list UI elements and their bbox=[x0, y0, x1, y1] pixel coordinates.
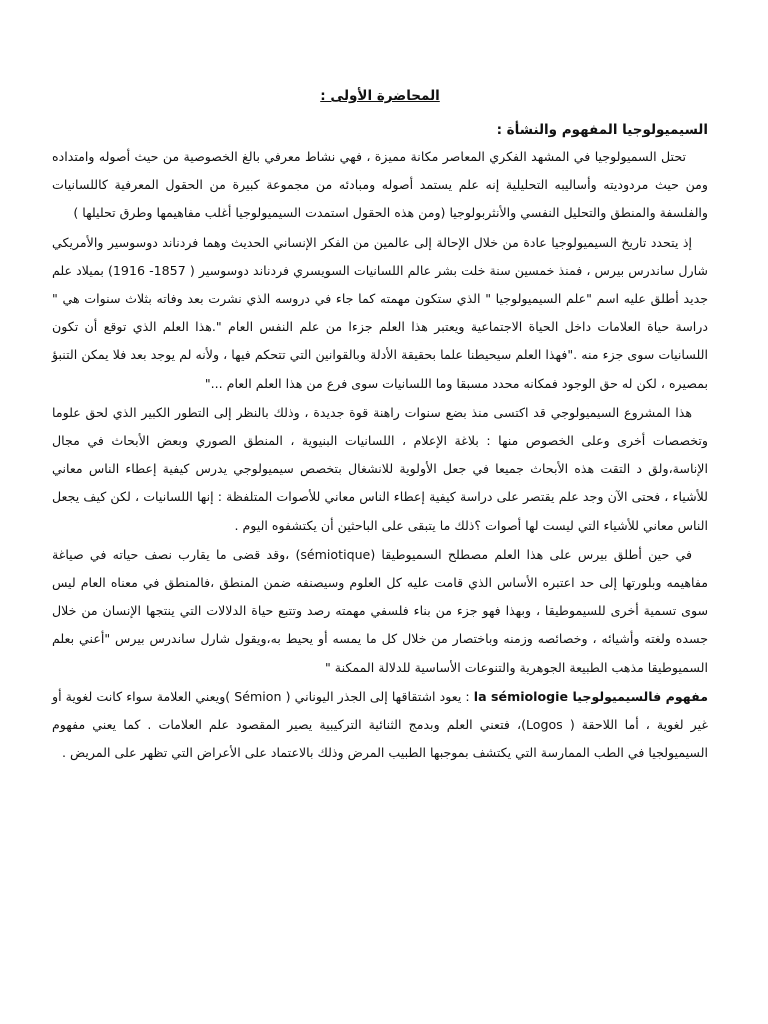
lecture-title: المحاضرة الأولى : bbox=[320, 88, 440, 104]
section-heading: السيميولوجيا المفهوم والنشأة : bbox=[496, 122, 708, 138]
paragraph-project: هذا المشروع السيميولوجي قد اكتسى منذ بضع سنوات راهنة قوة جديدة ، وذلك بالنظر إلى التطور الكبير الذي لحق علوما وتخصصات أخرى وعلى الخصوص منها : بلاغة الإعلام ، اللسانيات البنيوية ، المنطق الصوري وبعض الأبحاث في مجال الإناسة،ولق د التقت هذه الأبحاث جميعا في جعل الأولوية للانشغال بتخصص سيميولوجي يدرس كيفية إعطاء الناس معاني للأشياء ، فحتى الآن وجد علم يقتصر على دراسة كيفية إعطاء الناس معاني للأصوات المتلفظة : إنها اللسانيات ، لكن كيف يجعل الناس معاني للأشياء التي ليست لها أصوات ؟ذلك ما يتبقى على الباحثين أن يكتشفوه اليوم . bbox=[52, 404, 708, 533]
paragraph-intro: تحتل السميولوجيا في المشهد الفكري المعاصر مكانة مميزة ، فهي نشاط معرفي بالغ الخصوصية من حيث أصوله وامتداده ومن حيث مردوديته وأساليبه التحليلية إنه علم يستمد أصوله ومبادئه من مجموعة كبيرة من الحقول المعرفية كاللسانيات والفلسفة والمنطق والتحليل النفسي والأنثربولوجيا (ومن هذه الحقول استمدت السيميولوجيا أغلب مفاهيمها وطرق تحليلها ) bbox=[52, 149, 708, 221]
paragraph-definition bbox=[52, 683, 708, 768]
definition-term: مفهوم فالسيميولوجيا la sémiologie bbox=[473, 688, 708, 704]
definition-text: : يعود اشتقاقها إلى الجذر اليوناني ( Sémion )ويعني العلامة سواء كانت لغوية أو غير لغوية ، أما اللاحقة ( Logos)، فتعني العلم وبدمج الثنائية التركيبية يصير المقصود علم العلامات . كما يعني مفهوم السيميولجيا في الطب الممارسة التي يكتشف بموجبها الطبيب المرض وذلك بالاعتماد على الأعراض التي تظهر على المريض . bbox=[52, 688, 708, 761]
paragraph-peirce: في حين أطلق بيرس على هذا العلم مصطلح السميوطيقا (sémiotique) ،وقد قضى ما يقارب نصف حياته في صياغة مفاهيمه وبلورتها إلى حد اعتبره الأساس الذي قامت عليه كل العلوم وسيصنفه ضمن المنطق ،فالمنطق في معناه العام ليس سوى تسمية أخرى للسيموطيقا ، وبهذا فهو جزء من بناء فلسفي مهمته رصد وتتبع حياة الدلالات التي ينتجها الإنسان من خلال جسده ولغته وأشيائه ، وخصائصه وزمنه وباختصار من خلال كل ما يمسه أو يحيط به،ويقول شارل ساندرس بيرس "أعني بعلم السميوطيقا مذهب الطبيعة الجوهرية والتنوعات الأساسية للدلالة الممكنة " bbox=[52, 546, 708, 675]
document-page bbox=[52, 84, 708, 984]
paragraph-history: إذ يتحدد تاريخ السيميولوجيا عادة من خلال الإحالة إلى عالمين من الفكر الإنساني الحديث وهما فردناند دوسوسير والأمريكي شارل ساندرس بيرس ، فمنذ خمسين سنة خلت بشر عالم اللسانيات السويسري فردناند دوسوسير ( 1857- 1916) بميلاد علم جديد أطلق عليه اسم "علم السيميولوجيا " الذي ستكون مهمته كما جاء في دروسه الذي نشرت بعد وفاته بثلاث سنوات هي " دراسة حياة العلامات داخل الحياة الاجتماعية ويعتبر هذا العلم جزءا من علم النفس العام ".هذا العلم الذي توقع أن تكون اللسانيات سوى جزء منه ."فهذا العلم سيحيطنا علما بحقيقة الأدلة وبالقوانين التي تتحكم فيها ، ولأنه لم يوجد بعد فلا يمكن التنبؤ بمصيره ، لكن له حق الوجود فمكانه محدد مسبقا وما اللسانيات سوى فرع من هذا العلم العام ..." bbox=[52, 234, 708, 391]
